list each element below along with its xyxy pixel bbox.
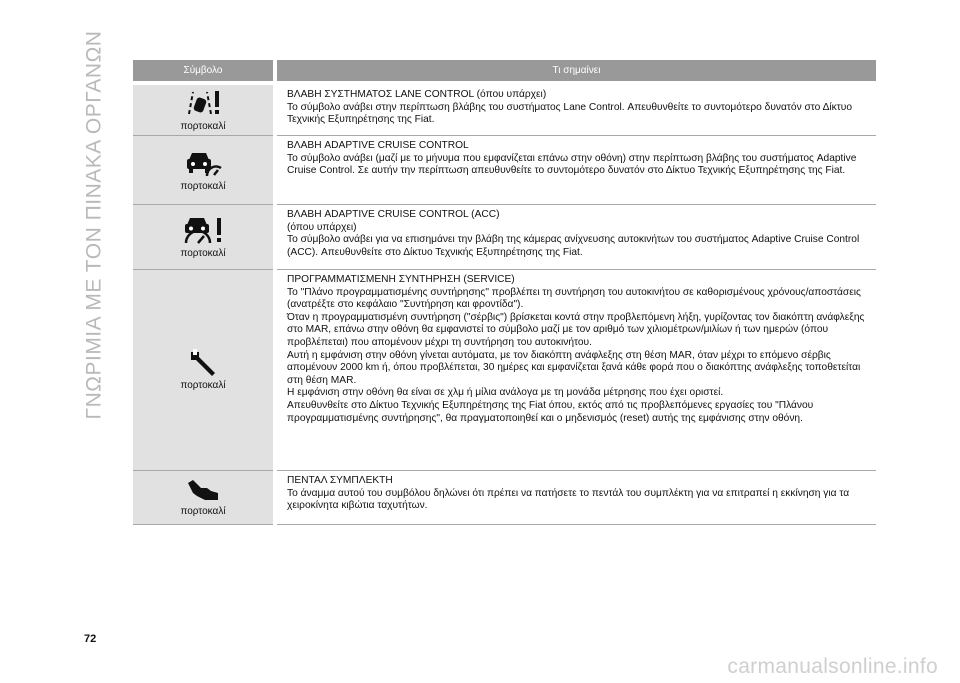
lane-control-warning-icon: [184, 88, 222, 118]
wrench-icon: [188, 349, 218, 377]
chapter-side-title: [74, 20, 114, 430]
row-paragraph: Αυτή η εμφάνιση στην οθόνη γίνεται αυτόματα, με τον διακόπτη ανάφλεξης στη θέση MAR, όταν μέχρι το επόμενο σέρβις απομένουν 2000 km ή, όπου προβλέπεται, 30 ημέρες και εμφανίζεται ξανά κάθε φορά που ο διακόπτης ανάφλεξης τοποθετείται στη θέση MAR.: [287, 349, 861, 386]
row-paragraph: Απευθυνθείτε στο Δίκτυο Τεχνικής Εξυπηρέτησης της Fiat όπου, εκτός από τις προβλεπόμενες εργασίες του "Πλάνου προγραμματισμένης συντήρησης", θα πραγματοποιηθεί και ο μηδενισμός (reset) αυτής της εμφάνισης στην οθόνη.: [287, 399, 814, 424]
row-text: Το σύμβολο ανάβει (μαζί με το μήνυμα που εμφανίζεται επάνω στην οθόνη) στην περίπτωση βλάβης του συστήματος Adaptive Cruise Control. Σε αυτήν την περίπτωση απευθυνθείτε το συντομότερο δυνατόν στο Δίκτυο Τεχνικής Εξυπηρέτησης της Fiat.: [287, 152, 857, 177]
row-title: ΠΕΝΤΑΛ ΣΥΜΠΛΕΚΤΗ: [287, 475, 393, 486]
table-row: [133, 471, 876, 525]
row-title: ΒΛΑΒΗ ADAPTIVE CRUISE CONTROL (ACC): [287, 209, 500, 220]
table-header-row: [133, 60, 876, 81]
row-text: Το σύμβολο ανάβει στην περίπτωση βλάβης του συστήματος Lane Control. Απευθυνθείτε το συντομότερο δυνατόν στο Δίκτυο Τεχνικής Εξυπηρέτησης της Fiat.: [287, 101, 853, 126]
adaptive-cruise-failure-icon: [183, 148, 223, 178]
description-cell: [275, 136, 876, 205]
symbol-color-label: πορτοκαλί: [180, 505, 226, 517]
description-cell: [275, 205, 876, 270]
table-row: [133, 270, 876, 471]
symbol-cell: [133, 471, 275, 525]
row-title: ΠΡΟΓΡΑΜΜΑΤΙΣΜΕΝΗ ΣΥΝΤΗΡΗΣΗ (SERVICE): [287, 274, 515, 285]
symbol-color-label: πορτοκαλί: [180, 248, 226, 259]
symbol-cell: [133, 136, 275, 205]
description-cell: [275, 85, 876, 136]
row-paragraph: Το "Πλάνο προγραμματισμένης συντήρησης" προβλέπει τη συντήρηση του αυτοκινήτου σε καθορισμένους χρόνους/αποστάσεις (ανατρέξτε στο κεφάλαιο "Συντήρηση και φροντίδα").: [287, 286, 861, 311]
warning-lights-table: [133, 60, 876, 525]
description-cell: [275, 471, 876, 525]
header-symbol: Σύμβολο: [133, 60, 275, 81]
table-row: [133, 85, 876, 136]
acc-camera-failure-icon: [182, 215, 224, 245]
symbol-color-label: πορτοκαλί: [180, 380, 226, 391]
symbol-cell: [133, 270, 275, 471]
symbol-cell: [133, 85, 275, 136]
row-subtitle: (όπου υπάρχει): [287, 221, 357, 233]
symbol-cell: [133, 205, 275, 270]
row-title: ΒΛΑΒΗ ΣΥΣΤΗΜΑΤΟΣ LANE CONTROL (όπου υπάρχει): [287, 89, 547, 100]
row-text: Το σύμβολο ανάβει για να επισημάνει την βλάβη της κάμερας ανίχνευσης αυτοκινήτων του συστήματος Adaptive Cruise Control (ACC). Απευθυνθείτε στο Δίκτυο Τεχνικής Εξυπηρέτησης της Fiat.: [287, 234, 860, 258]
table-row: [133, 205, 876, 270]
row-text: Το άναμμα αυτού του συμβόλου δηλώνει ότι πρέπει να πατήσετε το πεντάλ του συμπλέκτη για να επιτραπεί η εκκίνηση για τα χειροκίνητα κιβώτια ταχυτήτων.: [287, 487, 850, 512]
row-paragraph: Η εμφάνιση στην οθόνη θα είναι σε χλμ ή μίλια ανάλογα με τη μονάδα μέτρησης που έχει οριστεί.: [287, 387, 724, 399]
symbol-color-label: πορτοκαλί: [180, 181, 226, 192]
chapter-title-text: ΓΝΩΡΙΜΙΑ ΜΕ ΤΟΝ ΠΙΝΑΚΑ ΟΡΓΑΝΩΝ: [82, 30, 105, 420]
row-paragraph: Όταν η προγραμματισμένη συντήρηση ("σέρβις") βρίσκεται κοντά στην προβλεπόμενη λήξη, γυρίζοντας τον διακόπτη ανάφλεξης στο MAR, επάνω στην οθόνη θα εμφανιστεί το σύμβολο μαζί με τον αριθμό των χιλιομέτρων/μιλίων ή των ημερών (όπου προβλέπεται) που απομένουν μέχρι τη συντήρηση του αυτοκινήτου.: [287, 311, 865, 348]
clutch-pedal-icon: [185, 479, 221, 503]
description-cell: [275, 270, 876, 471]
page-number: 72: [84, 633, 97, 645]
watermark: carmanualsonline.info: [727, 655, 938, 678]
row-title: ΒΛΑΒΗ ADAPTIVE CRUISE CONTROL: [287, 140, 469, 151]
header-meaning: Τι σημαίνει: [275, 60, 876, 81]
table-row: [133, 136, 876, 205]
symbol-color-label: πορτοκαλί: [180, 121, 226, 132]
